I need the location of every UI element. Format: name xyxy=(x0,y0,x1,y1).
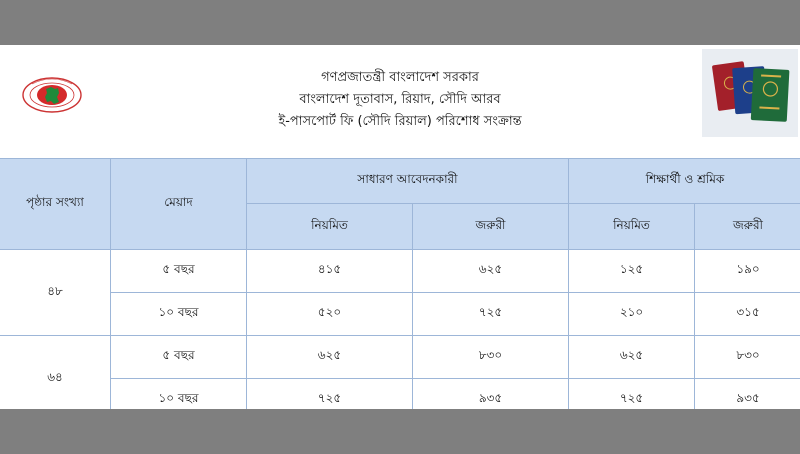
cell-validity: ১০ বছর xyxy=(111,293,247,336)
cell-student-regular: ৭২৫ xyxy=(569,379,695,410)
cell-general-regular: ৪১৫ xyxy=(247,250,413,293)
cell-student-urgent: ৩১৫ xyxy=(695,293,800,336)
cell-validity: ৫ বছর xyxy=(111,250,247,293)
subheader-student-urgent: জরুরী xyxy=(695,204,800,250)
cell-general-regular: ৬২৫ xyxy=(247,336,413,379)
embassy-name: বাংলাদেশ দূতাবাস, রিয়াদ, সৌদি আরব xyxy=(299,92,501,107)
cell-student-urgent: ১৯০ xyxy=(695,250,800,293)
cell-general-urgent: ৭২৫ xyxy=(413,293,569,336)
cell-pages: ৪৮ xyxy=(0,250,111,336)
subheader-student-regular: নিয়মিত xyxy=(569,204,695,250)
cell-general-urgent: ৬২৫ xyxy=(413,250,569,293)
cell-student-regular: ২১০ xyxy=(569,293,695,336)
table-row xyxy=(0,293,800,336)
notice-sheet xyxy=(0,45,800,409)
notice-subject: ই-পাসপোর্ট ফি (সৌদি রিয়াল) পরিশোধ সংক্রান্ত xyxy=(278,114,522,129)
cell-general-regular: ৭২৫ xyxy=(247,379,413,410)
notice-header xyxy=(0,45,800,157)
cell-validity: ১০ বছর xyxy=(111,379,247,410)
cell-general-urgent: ৮৩০ xyxy=(413,336,569,379)
subheader-general-urgent: জরুরী xyxy=(413,204,569,250)
cell-validity: ৫ বছর xyxy=(111,336,247,379)
passports-image-icon xyxy=(702,49,798,137)
cell-student-urgent: ৯৩৫ xyxy=(695,379,800,410)
column-header-validity: মেয়াদ xyxy=(111,159,247,250)
column-header-pages: পৃষ্ঠার সংখ্যা xyxy=(0,159,111,250)
cell-student-regular: ৬২৫ xyxy=(569,336,695,379)
table-row xyxy=(0,379,800,410)
passport-fee-table xyxy=(0,158,800,409)
cell-general-regular: ৫২০ xyxy=(247,293,413,336)
cell-student-regular: ১২৫ xyxy=(569,250,695,293)
cell-student-urgent: ৮৩০ xyxy=(695,336,800,379)
subheader-general-regular: নিয়মিত xyxy=(247,204,413,250)
cell-pages: ৬৪ xyxy=(0,336,111,410)
group-header-general-applicant: সাধারণ আবেদনকারী xyxy=(247,159,569,204)
group-header-student-worker: শিক্ষার্থী ও শ্রমিক xyxy=(569,159,800,204)
table-row xyxy=(0,250,800,293)
header-title-block xyxy=(0,67,800,133)
table-row xyxy=(0,336,800,379)
government-name: গণপ্রজাতন্ত্রী বাংলাদেশ সরকার xyxy=(321,70,479,85)
cell-general-urgent: ৯৩৫ xyxy=(413,379,569,410)
